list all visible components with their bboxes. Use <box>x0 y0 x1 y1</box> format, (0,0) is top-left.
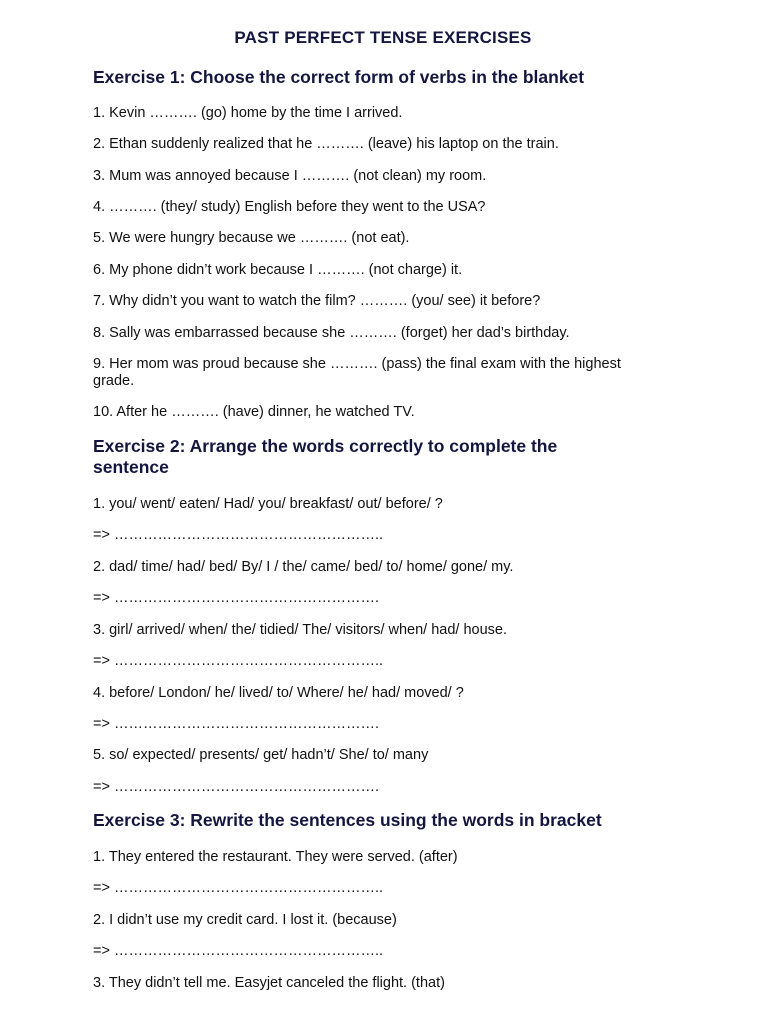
exercise-1-item: 9. Her mom was proud because she ………. (pass) the final exam with the highest grade. <box>93 356 621 389</box>
exercise-2-item: 2. dad/ time/ had/ bed/ By/ I / the/ came/ bed/ to/ home/ gone/ my. <box>93 559 514 575</box>
exercise-2-item: 5. so/ expected/ presents/ get/ hadn’t/ She/ to/ many <box>93 747 429 763</box>
exercise-3-item: 1. They entered the restaurant. They were served. (after) <box>93 849 458 865</box>
exercise-2-answer-line: => ………………………………………………. <box>93 716 379 732</box>
exercise-1-item: 5. We were hungry because we ………. (not eat). <box>93 230 410 246</box>
exercise-1-item: 10. After he ………. (have) dinner, he watched TV. <box>93 404 415 420</box>
exercise-1-item: 2. Ethan suddenly realized that he ………. (leave) his laptop on the train. <box>93 136 559 152</box>
exercise-2-item: 1. you/ went/ eaten/ Had/ you/ breakfast/ out/ before/ ? <box>93 496 443 512</box>
exercise-3-item: 2. I didn’t use my credit card. I lost it. (because) <box>93 912 397 928</box>
exercise-1-item: 6. My phone didn’t work because I ………. (not charge) it. <box>93 262 463 278</box>
exercise-2-answer-line: => ………………………………………………. <box>93 590 379 606</box>
exercise-1-heading: Exercise 1: Choose the correct form of verbs in the blanket <box>93 67 585 87</box>
exercise-1-item: 1. Kevin ………. (go) home by the time I arrived. <box>93 105 403 121</box>
exercise-3-heading: Exercise 3: Rewrite the sentences using the words in bracket <box>93 810 602 830</box>
exercise-2-answer-line: => ……………………………………………….. <box>93 653 384 669</box>
exercise-2-answer-line: => ………………………………………………. <box>93 779 379 795</box>
exercise-1-item: 8. Sally was embarrassed because she ………. (forget) her dad’s birthday. <box>93 325 570 341</box>
exercise-2-heading: Exercise 2: Arrange the words correctly to complete the sentence <box>93 436 558 477</box>
exercise-2-item: 3. girl/ arrived/ when/ the/ tidied/ The/ visitors/ when/ had/ house. <box>93 622 508 638</box>
exercise-3-answer-line: => ……………………………………………….. <box>93 880 384 896</box>
exercise-3-item: 3. They didn’t tell me. Easyjet canceled the flight. (that) <box>93 975 445 991</box>
exercise-1-item: 3. Mum was annoyed because I ………. (not clean) my room. <box>93 168 487 184</box>
page-title: PAST PERFECT TENSE EXERCISES <box>234 28 532 47</box>
exercise-1-item: 7. Why didn’t you want to watch the film? ………. (you/ see) it before? <box>93 293 541 309</box>
exercise-2-item: 4. before/ London/ he/ lived/ to/ Where/ he/ had/ moved/ ? <box>93 685 464 701</box>
exercise-2-answer-line: => ……………………………………………….. <box>93 527 384 543</box>
exercise-1-item: 4. ………. (they/ study) English before they went to the USA? <box>93 199 486 215</box>
exercise-3-answer-line: => ……………………………………………….. <box>93 943 384 959</box>
